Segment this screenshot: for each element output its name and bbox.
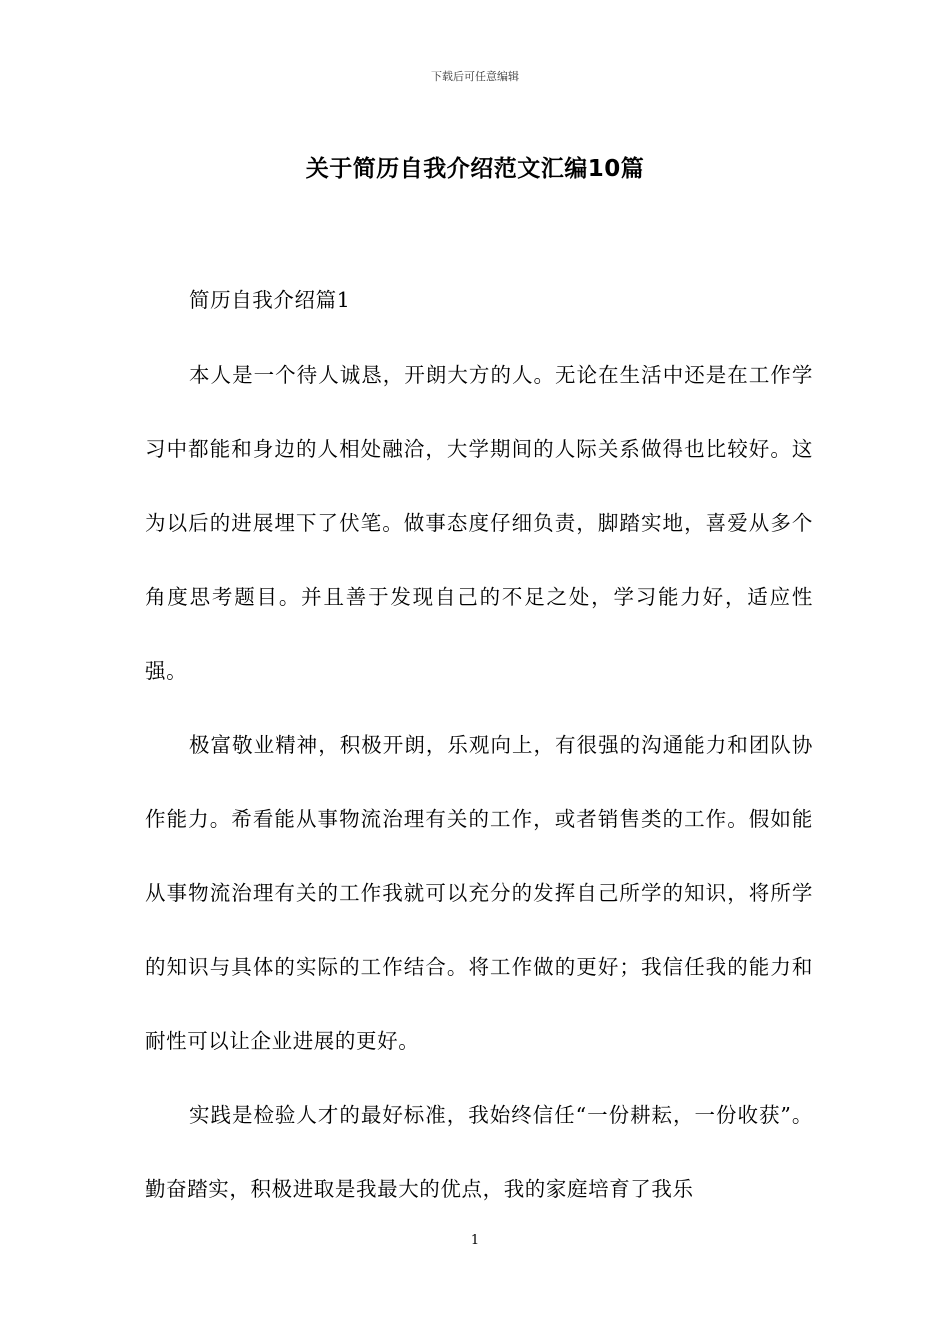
paragraph: 极富敬业精神，积极开朗，乐观向上，有很强的沟通能力和团队协作能力。希看能从事物流治理有关的工作，或者销售类的工作。假如能从事物流治理有关的工作我就可以充分的发挥自己所学的知识，将所学的知识与具体的实际的工作结合。将工作做的更好；我信任我的能力和耐性可以让企业进展的更好。 [145,733,813,1053]
section-heading: 简历自我介绍篇1 [189,288,351,312]
paragraph: 实践是检验人才的最好标准，我始终信任“一份耕耘，一份收获”。勤奋踏实，积极进取是我最大的优点，我的家庭培育了我乐 [145,1103,813,1201]
header-note: 下载后可任意编辑 [431,70,519,83]
page-number: 1 [470,1233,480,1248]
document-title: 关于简历自我介绍范文汇编10篇 [305,156,645,182]
paragraph: 本人是一个待人诚恳，开朗大方的人。无论在生活中还是在工作学习中都能和身边的人相处融洽，大学期间的人际关系做得也比较好。这为以后的进展埋下了伏笔。做事态度仔细负责，脚踏实地，喜爱从多个角度思考题目。并且善于发现自己的不足之处，学习能力好，适应性强。 [145,363,813,683]
